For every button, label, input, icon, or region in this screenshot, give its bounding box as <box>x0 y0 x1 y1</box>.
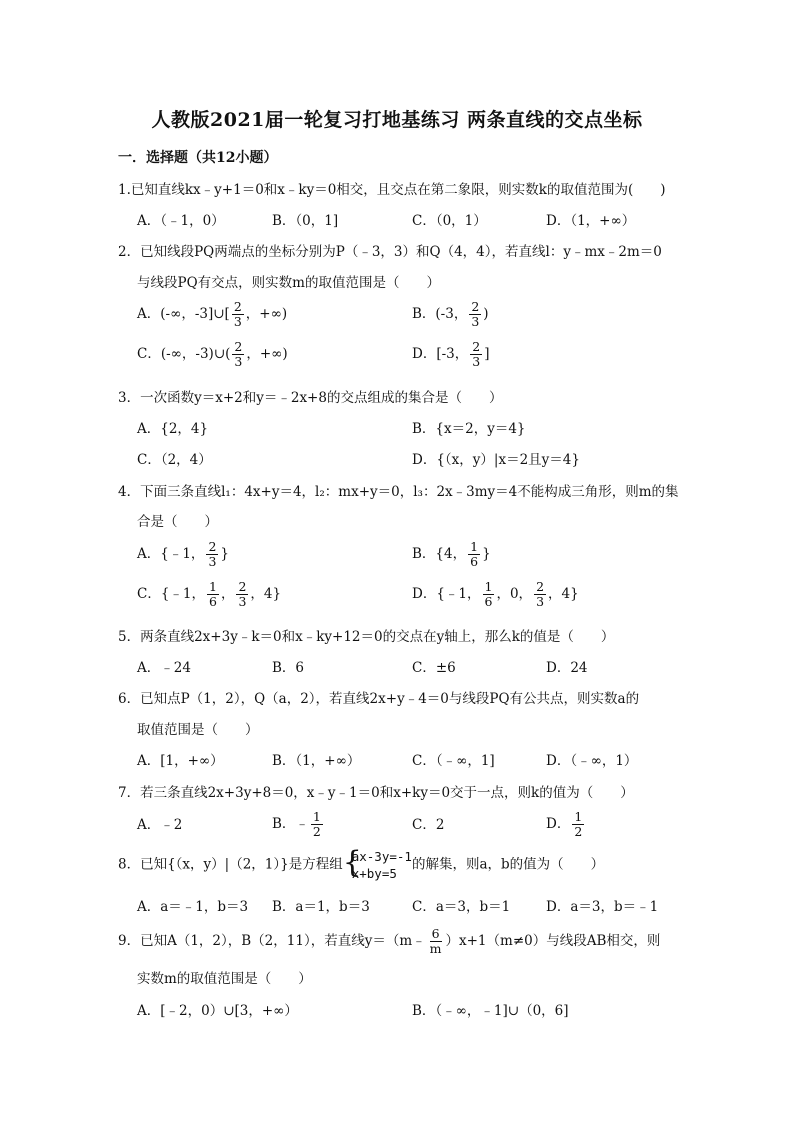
fraction: $\frac{1}{2}$ <box>312 809 321 839</box>
question-9-stem-cont: 实数m的取值范围是（ ） <box>137 971 312 987</box>
q4-option-d: D．{﹣1， $\frac{1}{6}$ ，0， $\frac{2}{3}$ ，4} <box>412 579 579 609</box>
question-2-stem-cont: 与线段PQ有交点，则实数m的取值范围是（ ） <box>137 275 440 291</box>
q8-option-d: D．a＝3，b＝﹣1 <box>546 899 659 915</box>
fraction: $\frac{1}{2}$ <box>574 809 583 839</box>
fraction: $\frac{1}{6}$ <box>209 579 217 609</box>
fraction: $\frac{6}{m}$ <box>429 926 442 956</box>
question-2-stem: 2．已知线段PQ两端点的坐标分别为P（﹣3，3）和Q（4，4），若直线l：y﹣mx﹣2m＝0 <box>118 244 662 260</box>
question-6-stem: 6．已知点P（1，2），Q（a，2），若直线2x+y﹣4＝0与线段PQ有公共点，则实数a的 <box>118 691 640 707</box>
fraction: $\frac{2}{3}$ <box>233 299 242 329</box>
q2-option-b: B．(-3， $\frac{2}{3}$ ) <box>412 299 489 329</box>
question-9-stem: 9．已知A（1，2），B（2，11），若直线y＝（m﹣ $\frac{6}{m}$ ）x+1（m≠0）与线段AB相交，则 <box>118 926 661 956</box>
q6-option-d: D．（﹣∞，1） <box>546 753 638 769</box>
q3-option-c: C．（2，4） <box>137 452 212 468</box>
q6-option-a: A．[1，+∞） <box>137 753 224 769</box>
q2-option-d: D．[-3， $\frac{2}{3}$ ] <box>412 339 490 369</box>
q8-option-b: B．a＝1，b＝3 <box>272 899 370 915</box>
q5-option-b: B．6 <box>272 660 305 676</box>
q3-option-b: B．{x＝2，y＝4} <box>412 421 526 437</box>
q2-option-c: C．(-∞，-3)∪( $\frac{2}{3}$ ，+∞) <box>137 339 288 369</box>
question-4-stem-cont: 合是（ ） <box>137 514 218 530</box>
equation-system: { ax-3y=-1 x+by=5 <box>342 845 412 881</box>
question-7-stem: 7．若三条直线2x+3y+8＝0，x﹣y﹣1＝0和x+ky＝0交于一点，则k的值为（ ） <box>118 785 634 801</box>
q4-option-a: A．{﹣1， $\frac{2}{3}$ } <box>137 539 229 569</box>
question-3-stem: 3．一次函数y＝x+2和y＝﹣2x+8的交点组成的集合是（ ） <box>118 390 503 406</box>
q8-option-c: C．a＝3，b＝1 <box>412 899 511 915</box>
q5-option-d: D．24 <box>546 660 588 676</box>
fraction: $\frac{2}{3}$ <box>536 579 545 609</box>
fraction: $\frac{2}{3}$ <box>208 539 217 569</box>
brace-glyph: { <box>342 845 362 880</box>
fraction: $\frac{2}{3}$ <box>471 299 480 329</box>
q5-option-a: A．﹣24 <box>137 660 191 676</box>
q3-option-a: A．{2，4} <box>137 421 209 437</box>
q4-option-b: B．{4， $\frac{1}{6}$ } <box>412 539 491 569</box>
question-8-stem: 8．已知{（x，y）|（2，1）}是方程组 { ax-3y=-1 x+by=5 的解集，则a，b的值为（ ） <box>118 845 605 881</box>
page-title: 人教版2021届一轮复习打地基练习 两条直线的交点坐标 <box>151 109 643 131</box>
q9-option-a: A．[﹣2，0）∪[3，+∞） <box>137 1003 298 1019</box>
q4-option-c: C．{﹣1， $\frac{1}{6}$ ， $\frac{2}{3}$ ，4} <box>137 579 282 609</box>
q7-option-a: A．﹣2 <box>137 817 183 833</box>
q1-option-b: B．（0，1] <box>272 213 339 229</box>
fraction: $\frac{1}{6}$ <box>484 579 493 609</box>
q5-option-c: C．±6 <box>412 660 456 676</box>
q6-option-c: C．（﹣∞，1] <box>412 753 495 769</box>
question-1-stem: 1.已知直线kx﹣y+1＝0和x﹣ky＝0相交，且交点在第二象限，则实数k的取值范围为( ) <box>118 182 666 198</box>
question-4-stem: 4．下面三条直线l₁：4x+y＝4，l₂：mx+y＝0，l₃：2x﹣3my＝4不能构成三角形，则m的集 <box>118 484 679 500</box>
q7-option-c: C．2 <box>412 817 445 833</box>
q3-option-d: D．{（x，y）|x＝2且y＝4} <box>412 452 580 468</box>
fraction: $\frac{2}{3}$ <box>472 339 481 369</box>
q8-option-a: A．a＝﹣1，b＝3 <box>137 899 249 915</box>
fraction: $\frac{1}{6}$ <box>470 539 479 569</box>
q1-option-d: D．（1，+∞） <box>546 213 636 229</box>
q7-option-d: D． $\frac{1}{2}$ <box>546 809 583 839</box>
q1-option-c: C．（0，1） <box>412 213 487 229</box>
question-5-stem: 5．两条直线2x+3y﹣k＝0和x﹣ky+12＝0的交点在y轴上，那么k的值是（ ） <box>118 629 615 645</box>
q9-option-b: B．（﹣∞，﹣1]∪（0，6] <box>412 1003 569 1019</box>
section-heading: 一．选择题（共12小题） <box>118 150 278 166</box>
q2-option-a: A．(-∞，-3]∪[ $\frac{2}{3}$ ，+∞) <box>137 299 288 329</box>
fraction: $\frac{2}{3}$ <box>238 579 247 609</box>
q1-option-a: A．（﹣1，0） <box>137 213 225 229</box>
q6-option-b: B．（1，+∞） <box>272 753 361 769</box>
fraction: $\frac{2}{3}$ <box>234 339 243 369</box>
q7-option-b: B．﹣ $\frac{1}{2}$ <box>272 809 321 839</box>
question-6-stem-cont: 取值范围是（ ） <box>137 722 259 738</box>
